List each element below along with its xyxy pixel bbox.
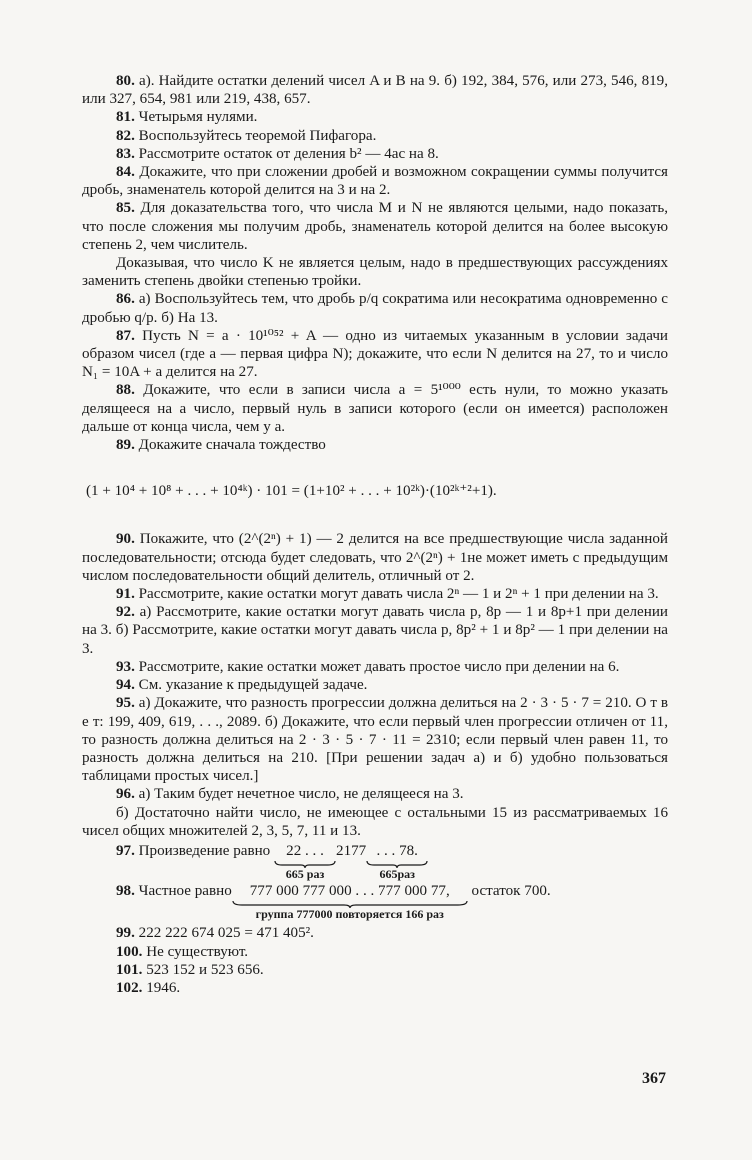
answer-item — [82, 694, 668, 785]
item-number: 80. — [116, 73, 135, 89]
answer-item — [82, 804, 668, 840]
item-text: б) Достаточно найти число, не имеющее с остальными 15 из рассматриваемых 16 чисел общих множителей 2, 3, 5, 7, 11 и 13. — [82, 804, 668, 839]
remainder-text: остаток 700. — [471, 883, 551, 900]
item-text: а). Найдите остатки делений чисел A и B на 9. б) 192, 384, 576, или 273, 546, 819, или 327, 654, 981 или 219, 438, 657. — [82, 73, 668, 108]
item-text: Докажите, что если в записи числа a = 5¹⁰⁰⁰ есть нули, то можно указать делящееся на a число, первый нуль в записи которого (если он имеется) расположен дальше от конца числа, чем у a. — [82, 382, 668, 435]
digits-right: . . . 78. — [376, 842, 418, 859]
item-text: 523 152 и 523 656. — [146, 961, 264, 978]
item-number: 89. — [116, 437, 135, 454]
item-number: 82. — [116, 127, 135, 144]
brace-label: 665 раз — [285, 867, 325, 882]
answer-item — [82, 785, 668, 803]
middle-digits — [336, 842, 366, 860]
item-number: 86. — [116, 291, 135, 308]
item-number: 85. — [116, 200, 135, 217]
answers-column — [82, 72, 668, 997]
answer-item — [82, 603, 668, 658]
underbrace-group — [232, 882, 468, 920]
item-number: 101. — [116, 961, 143, 978]
answer-item — [82, 676, 668, 694]
answer-item — [82, 327, 668, 382]
digits-middle: 2177 — [336, 842, 367, 859]
answer-item — [82, 163, 668, 199]
digits-part — [274, 842, 336, 860]
item-number: 84. — [116, 164, 135, 181]
answer-item — [82, 658, 668, 676]
item-number: 93. — [116, 658, 135, 675]
item-number: 90. — [116, 531, 135, 548]
item-text: а) Докажите, что разность прогрессии должна делиться на 2 · 3 · 5 · 7 = 210. О т в е т: 199, 409, 619, . . ., 2089. б) Докажите, что если первый член прогрессии отличен от 11, то разность должна делиться на 2 · 3 · 5 · 7 · 11 = 2310; если первый член равен 11, то разность должна делиться на 210. [При решении задач а) и б) удобно пользоваться таблицами простых чисел.] — [82, 695, 668, 785]
answer-item — [82, 961, 668, 979]
answer-item — [82, 381, 668, 436]
item-text: Не существуют. — [146, 943, 249, 960]
repeated-group: 777 000 777 000 . . . 777 000 — [249, 883, 428, 900]
item-text: Рассмотрите остаток от деления b² — 4ac на 8. — [138, 145, 439, 162]
item-number: 100. — [116, 943, 143, 960]
answer-item — [82, 72, 668, 108]
brace-label: группа 777000 повторяется 166 раз — [255, 907, 444, 922]
answer-item — [82, 943, 668, 961]
item-text: Пусть N = a · 10¹⁰⁵² + A — одно из читаемых указанным в условии задачи образом чисел (где a — первая цифра N); докажите, что если N делится на 27, то и число N₁ = 10A + a делится на 27. — [82, 327, 669, 381]
item-text: См. указание к предыдущей задаче. — [138, 677, 368, 694]
item-text: а) Воспользуйтесь тем, что дробь p/q сократима или несократима одновременно с дробью q/p. б) На 13. — [82, 291, 668, 326]
item-number: 99. — [116, 925, 135, 942]
group-tail: 77, — [430, 883, 450, 900]
item-text: Рассмотрите, какие остатки могут давать числа 2ⁿ — 1 и 2ⁿ + 1 при делении на 3. — [138, 586, 659, 603]
item-lead: Частное равно — [138, 883, 232, 900]
item-text: Для доказательства того, что числа M и N не являются целыми, надо показать, что после сложения мы получим дробь, знаменатель которой делится на более высокую степень 2, чем числитель. — [82, 200, 669, 253]
answer-item — [82, 585, 668, 603]
answer-item — [82, 979, 668, 997]
item-text: Доказывая, что число K не является целым, надо в предшествующих рассуждениях заменить степень двойки степенью тройки. — [82, 255, 668, 290]
answer-item — [82, 127, 668, 145]
item-number: 88. — [116, 382, 135, 399]
brace-label: 665раз — [379, 867, 415, 882]
answer-item — [82, 254, 668, 290]
item-text: Рассмотрите, какие остатки может давать простое число при делении на 6. — [138, 658, 620, 675]
page-number: 367 — [642, 1070, 666, 1087]
answer-item — [82, 145, 668, 163]
item-number: 97. — [116, 842, 135, 859]
answer-item — [82, 924, 668, 942]
answer-item — [82, 436, 668, 454]
item-number: 91. — [116, 586, 135, 603]
item-lead: Произведение равно — [138, 842, 271, 859]
underbrace-group — [274, 842, 336, 880]
answer-item-98 — [82, 882, 668, 920]
item-text: Воспользуйтесь теоремой Пифагора. — [138, 127, 377, 144]
answer-item — [82, 199, 668, 254]
item-text: Покажите, что (2^(2ⁿ) + 1) — 2 делится на все предшествующие числа заданной последовательности; отсюда будет следовать, что 2^(2ⁿ) + 1не может иметь с предыдущим числом последовательности общий делитель, отличный от 2. — [82, 531, 668, 584]
item-number: 95. — [116, 695, 135, 712]
item-text: Докажите, что при сложении дробей и возможном сокращении суммы получится дробь, знаменатель которой делится на 3 и на 2. — [82, 164, 668, 199]
item-number: 96. — [116, 786, 135, 803]
item-number: 98. — [116, 883, 135, 900]
answer-item-97 — [82, 842, 668, 880]
item-number: 92. — [116, 604, 135, 621]
answer-item — [82, 108, 668, 126]
item-number: 81. — [116, 109, 135, 126]
group-digits — [232, 882, 468, 900]
item-text: Четырьмя нулями. — [138, 109, 258, 126]
item-number: 83. — [116, 145, 135, 162]
underbrace-group — [366, 842, 428, 880]
item-number: 94. — [116, 677, 135, 694]
item-number: 102. — [116, 979, 143, 996]
answer-item — [82, 290, 668, 326]
item-text: а) Рассмотрите, какие остатки могут давать числа p, 8p — 1 и 8p+1 при делении на 3. б) Рассмотрите, какие остатки могут давать числа p, 8p² + 1 и 8p² — 1 при делении на 3. — [82, 604, 668, 657]
item-text: 222 222 674 025 = 471 405². — [138, 925, 314, 942]
item-number: 87. — [116, 327, 135, 344]
answer-item — [82, 530, 668, 585]
identity-formula: (1 + 10⁴ + 10⁸ + . . . + 10⁴ᵏ) · 101 = (1+10² + . . . + 10²ᵏ)·(10²ᵏ⁺²+1). — [86, 483, 497, 500]
item-text: Докажите сначала тождество — [138, 437, 326, 454]
item-text: а) Таким будет нечетное число, не делящееся на 3. — [138, 786, 464, 803]
short-answers — [82, 924, 668, 997]
digits-left: 22 . . . — [286, 842, 324, 859]
item-text: 1946. — [146, 979, 181, 996]
